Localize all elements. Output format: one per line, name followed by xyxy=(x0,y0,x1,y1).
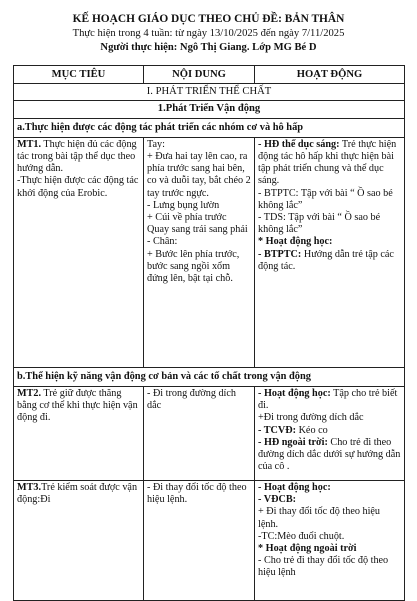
activity-line: - HĐ ngoài trời: Cho trẻ đi theo đường dích dắc dưới sự hướng dẫn của cô . xyxy=(258,436,401,473)
content-line: - Chân: xyxy=(147,236,178,248)
activity-line: +Đi trong đường dích dắc xyxy=(258,412,364,424)
subsection-row xyxy=(14,101,405,118)
activity-line: - Cho trẻ đi thay đổi tốc độ theo hiệu lệnh xyxy=(258,555,389,579)
content-line: + Đưa hai tay lên cao, ra phía trước sang hai bên, co và duỗi tay, bắt chéo 2 tay trước ngực. xyxy=(147,151,251,199)
activity-line: - HĐ thể dục sáng: Trẻ thực hiện động tác hô hấp khi thực hiện bài tập phát triển chung và thể dục sáng. xyxy=(258,138,397,187)
group-row xyxy=(14,367,405,386)
plan-table xyxy=(13,65,405,601)
goal-code: MT1. xyxy=(17,138,42,150)
section-heading: I. PHÁT TRIỂN THỂ CHẤT xyxy=(14,84,405,101)
column-header-goal: MỤC TIÊU xyxy=(14,66,144,84)
content-line: + Cúi về phía trước Quay sang trái sang phải xyxy=(147,212,248,236)
content-cell xyxy=(144,387,255,481)
content-line: - Lưng bụng lườn xyxy=(147,199,220,211)
activity-line: + Đi thay đổi tốc độ theo hiệu lệnh. xyxy=(258,506,381,530)
table-row-mt1 xyxy=(14,137,405,367)
table-row-mt2 xyxy=(14,387,405,481)
content-line: + Bước lên phía trước, bước sang ngồi xổm đứng lên, bật tại chỗ. xyxy=(147,248,240,285)
content-line: - Đi trong đường dích dắc xyxy=(147,388,237,412)
activity-line: - TDS: Tập với bài “ Ồ sao bé không lắc” xyxy=(258,212,381,236)
column-header-content: NỘI DUNG xyxy=(144,66,255,84)
group-heading-a: a.Thực hiện được các động tác phát triển các nhóm cơ và hô hấp xyxy=(14,118,405,137)
column-header-activity: HOẠT ĐỘNG xyxy=(255,66,405,84)
activity-line: - Hoạt động học: Tập cho trẻ biết đi. xyxy=(258,388,398,412)
subsection-heading: 1.Phát Triển Vận động xyxy=(14,101,405,118)
activity-line: - Hoạt động học: xyxy=(258,482,331,494)
content-cell xyxy=(144,137,255,367)
activity-line: - BTPTC: Tập với bài “ Ồ sao bé không lắc” xyxy=(258,187,393,211)
activity-line: - VĐCB: xyxy=(258,494,297,506)
goal-cell xyxy=(14,387,144,481)
content-line: - Đi thay đổi tốc độ theo hiệu lệnh. xyxy=(147,482,247,506)
group-heading-b: b.Thể hiện kỹ năng vận động cơ bản và các tố chất trong vận động xyxy=(14,367,405,386)
goal-code: MT2. xyxy=(17,388,42,400)
goal-text: -Thực hiện được các động tác khởi động của Erobic. xyxy=(17,175,139,199)
section-row xyxy=(14,84,405,101)
group-row xyxy=(14,118,405,137)
page-title: KẾ HOẠCH GIÁO DỤC THEO CHỦ ĐỀ: BẢN THÂN xyxy=(72,13,345,25)
activity-line: * Hoạt động ngoài trời xyxy=(258,543,357,555)
goal-text: Trẻ giữ được thăng bằng cơ thể khi thực hiện vận động đi. xyxy=(17,388,138,424)
goal-cell xyxy=(14,137,144,367)
header-row xyxy=(14,66,405,84)
activity-line: -TC:Mèo đuổi chuột. xyxy=(258,530,345,542)
plan-teacher: Người thực hiện: Ngô Thị Giang. Lớp MG Bé D xyxy=(100,42,317,53)
goal-text: Thực hiện đủ các động tác trong bài tập thể dục theo hướng dẫn. xyxy=(17,138,137,175)
content-line: Tay: xyxy=(147,138,165,150)
plan-period: Thực hiện trong 4 tuần: từ ngày 13/10/2025 đến ngày 7/11/2025 xyxy=(72,28,345,39)
activity-line: - BTPTC: Hướng dẫn trẻ tập các động tác. xyxy=(258,248,394,272)
goal-code: MT3. xyxy=(17,482,42,494)
activity-cell xyxy=(255,387,405,481)
activity-line: - TCVĐ: Kéo co xyxy=(258,424,328,436)
activity-line: * Hoạt động học: xyxy=(258,236,333,248)
activity-cell xyxy=(255,137,405,367)
goal-text: Trẻ kiểm soát được vận động:Đi xyxy=(17,482,138,506)
